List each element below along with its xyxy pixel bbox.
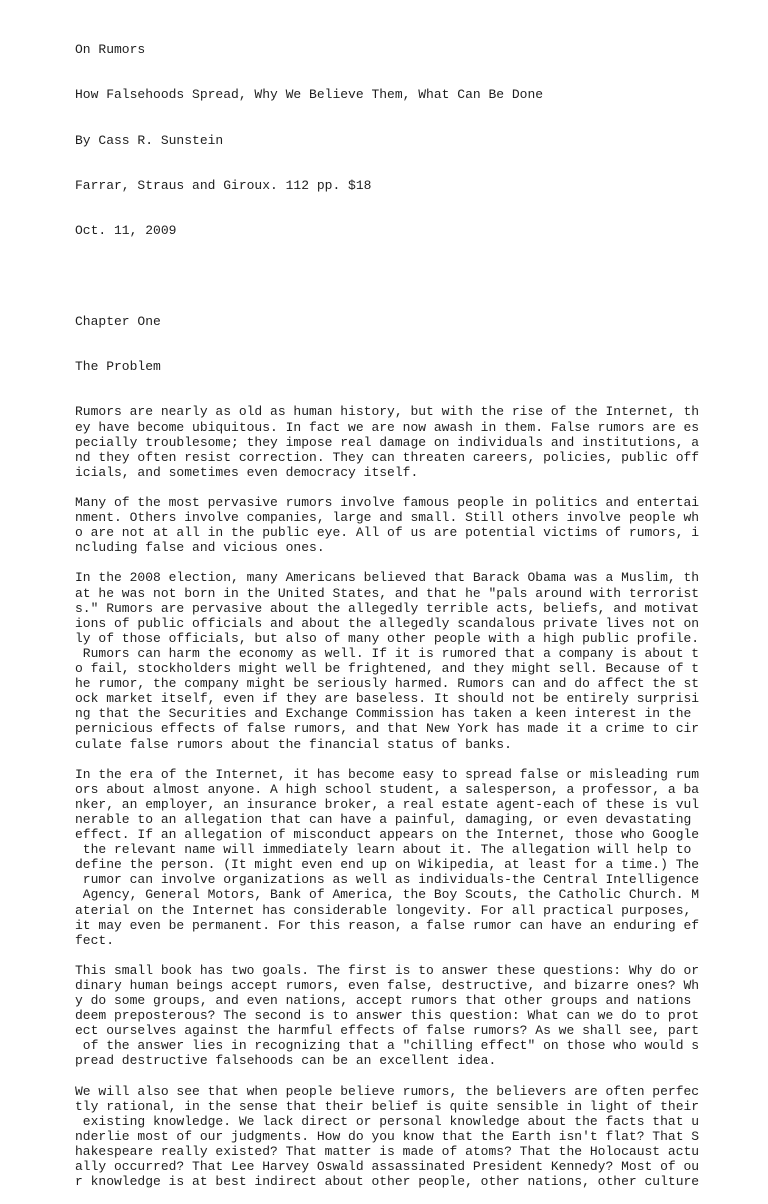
- paragraph-line: ect ourselves against the harmful effects of false rumors? As we shall see, part: [75, 1023, 700, 1039]
- paragraph-line: y do some groups, and even nations, accept rumors that other groups and nations: [75, 993, 692, 1009]
- paragraph-spacer: [75, 555, 755, 570]
- paragraph-line: effect. If an allegation of misconduct appears on the Internet, those who Google: [75, 827, 700, 843]
- paragraph-line: ng that the Securities and Exchange Commission has taken a keen interest in the: [75, 706, 692, 722]
- chapter-number: Chapter One: [75, 313, 161, 329]
- paragraph-line: ey have become ubiquitous. In fact we are now awash in them. False rumors are es: [75, 419, 700, 435]
- paragraph-line: dinary human beings accept rumors, even false, destructive, and bizarre ones? Wh: [75, 978, 700, 993]
- paragraph-line: aterial on the Internet has considerable longevity. For all practical purposes,: [75, 902, 692, 918]
- book-subtitle: How Falsehoods Spread, Why We Believe Them, What Can Be Done: [75, 87, 544, 103]
- paragraph-line: nderlie most of our judgments. How do you know that the Earth isn't flat? That S: [75, 1128, 700, 1144]
- paragraph-line: pread destructive falsehoods can be an excellent idea.: [75, 1053, 497, 1069]
- paragraph: [75, 963, 755, 1069]
- paragraph-line: ors about almost anyone. A high school student, a salesperson, a professor, a ba: [75, 781, 700, 797]
- paragraph-line: ly of those officials, but also of many other people with a high public profile.: [75, 630, 700, 646]
- body-text: [75, 404, 755, 1189]
- paragraph-line: pecially troublesome; they impose real damage on individuals and institutions, a: [75, 434, 700, 450]
- paragraph: [75, 767, 755, 948]
- paragraph-line: s." Rumors are pervasive about the allegedly terrible acts, beliefs, and motivat: [75, 600, 700, 616]
- paragraph-line: the relevant name will immediately learn about it. The allegation will help to: [75, 842, 692, 858]
- paragraph-line: ncluding false and vicious ones.: [75, 540, 325, 556]
- paragraph: [75, 1084, 755, 1190]
- paragraph-spacer: [75, 1069, 755, 1084]
- paragraph-line: nerable to an allegation that can have a painful, damaging, or even devastating: [75, 811, 692, 827]
- paragraph-line: define the person. (It might even end up on Wikipedia, at least for a time.) The: [75, 857, 700, 873]
- paragraph-line: rumor can involve organizations as well as individuals-the Central Intelligence: [75, 872, 700, 888]
- paragraph-line: Rumors can harm the economy as well. If it is rumored that a company is about t: [75, 645, 700, 661]
- paragraph-line: existing knowledge. We lack direct or personal knowledge about the facts that u: [75, 1113, 700, 1129]
- paragraph-spacer: [75, 948, 755, 963]
- paragraph-line: hakespeare really existed? That matter is made of atoms? That the Holocaust actu: [75, 1144, 700, 1160]
- paragraph-spacer: [75, 752, 755, 767]
- paragraph-line: at he was not born in the United States, and that he "pals around with terrorist: [75, 585, 700, 601]
- paragraph-line: culate false rumors about the financial status of banks.: [75, 736, 512, 752]
- chapter-title: The Problem: [75, 359, 161, 375]
- book-title: On Rumors: [75, 42, 146, 58]
- paragraph-line: of the answer lies in recognizing that a "chilling effect" on those who would s: [75, 1038, 700, 1054]
- review-date: Oct. 11, 2009: [75, 223, 177, 239]
- paragraph-line: pernicious effects of false rumors, and that New York has made it a crime to cir: [75, 721, 700, 737]
- paragraph-line: Agency, General Motors, Bank of America, the Boy Scouts, the Catholic Church. M: [75, 887, 700, 903]
- book-publisher: Farrar, Straus and Giroux. 112 pp. $18: [75, 178, 372, 194]
- paragraph-line: r knowledge is at best indirect about other people, other nations, other culture: [75, 1174, 700, 1190]
- paragraph: [75, 495, 755, 555]
- paragraph-line: nment. Others involve companies, large and small. Still others involve people wh: [75, 510, 700, 526]
- paragraph-line: nker, an employer, an insurance broker, a real estate agent-each of these is vul: [75, 796, 700, 812]
- paragraph: [75, 570, 755, 751]
- paragraph-line: ally occurred? That Lee Harvey Oswald assassinated President Kennedy? Most of ou: [75, 1159, 700, 1175]
- paragraph-line: Rumors are nearly as old as human history, but with the rise of the Internet, th: [75, 404, 700, 420]
- paragraph-line: We will also see that when people believe rumors, the believers are often perfec: [75, 1083, 700, 1099]
- document-page: [75, 12, 755, 1204]
- book-author: By Cass R. Sunstein: [75, 132, 224, 148]
- paragraph-line: deem preposterous? The second is to answer this question: What can we do to prot: [75, 1008, 700, 1024]
- paragraph-line: In the era of the Internet, it has become easy to spread false or misleading rum: [75, 766, 700, 782]
- paragraph-line: o fail, stockholders might well be frightened, and they might sell. Because of t: [75, 661, 700, 677]
- paragraph-line: o are not at all in the public eye. All of us are potential victims of rumors, i: [75, 525, 700, 541]
- paragraph-line: ock market itself, even if they are baseless. It should not be entirely surprisi: [75, 691, 700, 707]
- paragraph-line: Many of the most pervasive rumors involve famous people in politics and entertai: [75, 495, 700, 510]
- paragraph-line: fect.: [75, 932, 115, 948]
- paragraph-line: tly rational, in the sense that their belief is quite sensible in light of their: [75, 1098, 700, 1114]
- paragraph-line: he rumor, the company might be seriously harmed. Rumors can and do affect the st: [75, 676, 700, 692]
- paragraph-spacer: [75, 480, 755, 495]
- spacer: [75, 269, 755, 284]
- paragraph-line: In the 2008 election, many Americans believed that Barack Obama was a Muslim, th: [75, 570, 700, 586]
- paragraph-line: it may even be permanent. For this reason, a false rumor can have an enduring ef: [75, 917, 700, 933]
- paragraph-line: ions of public officials and about the allegedly scandalous private lives not on: [75, 615, 700, 631]
- paragraph: [75, 404, 755, 479]
- paragraph-line: This small book has two goals. The first is to answer these questions: Why do or: [75, 962, 700, 978]
- paragraph-line: icials, and sometimes even democracy itself.: [75, 464, 419, 480]
- paragraph-line: nd they often resist correction. They can threaten careers, policies, public off: [75, 449, 700, 465]
